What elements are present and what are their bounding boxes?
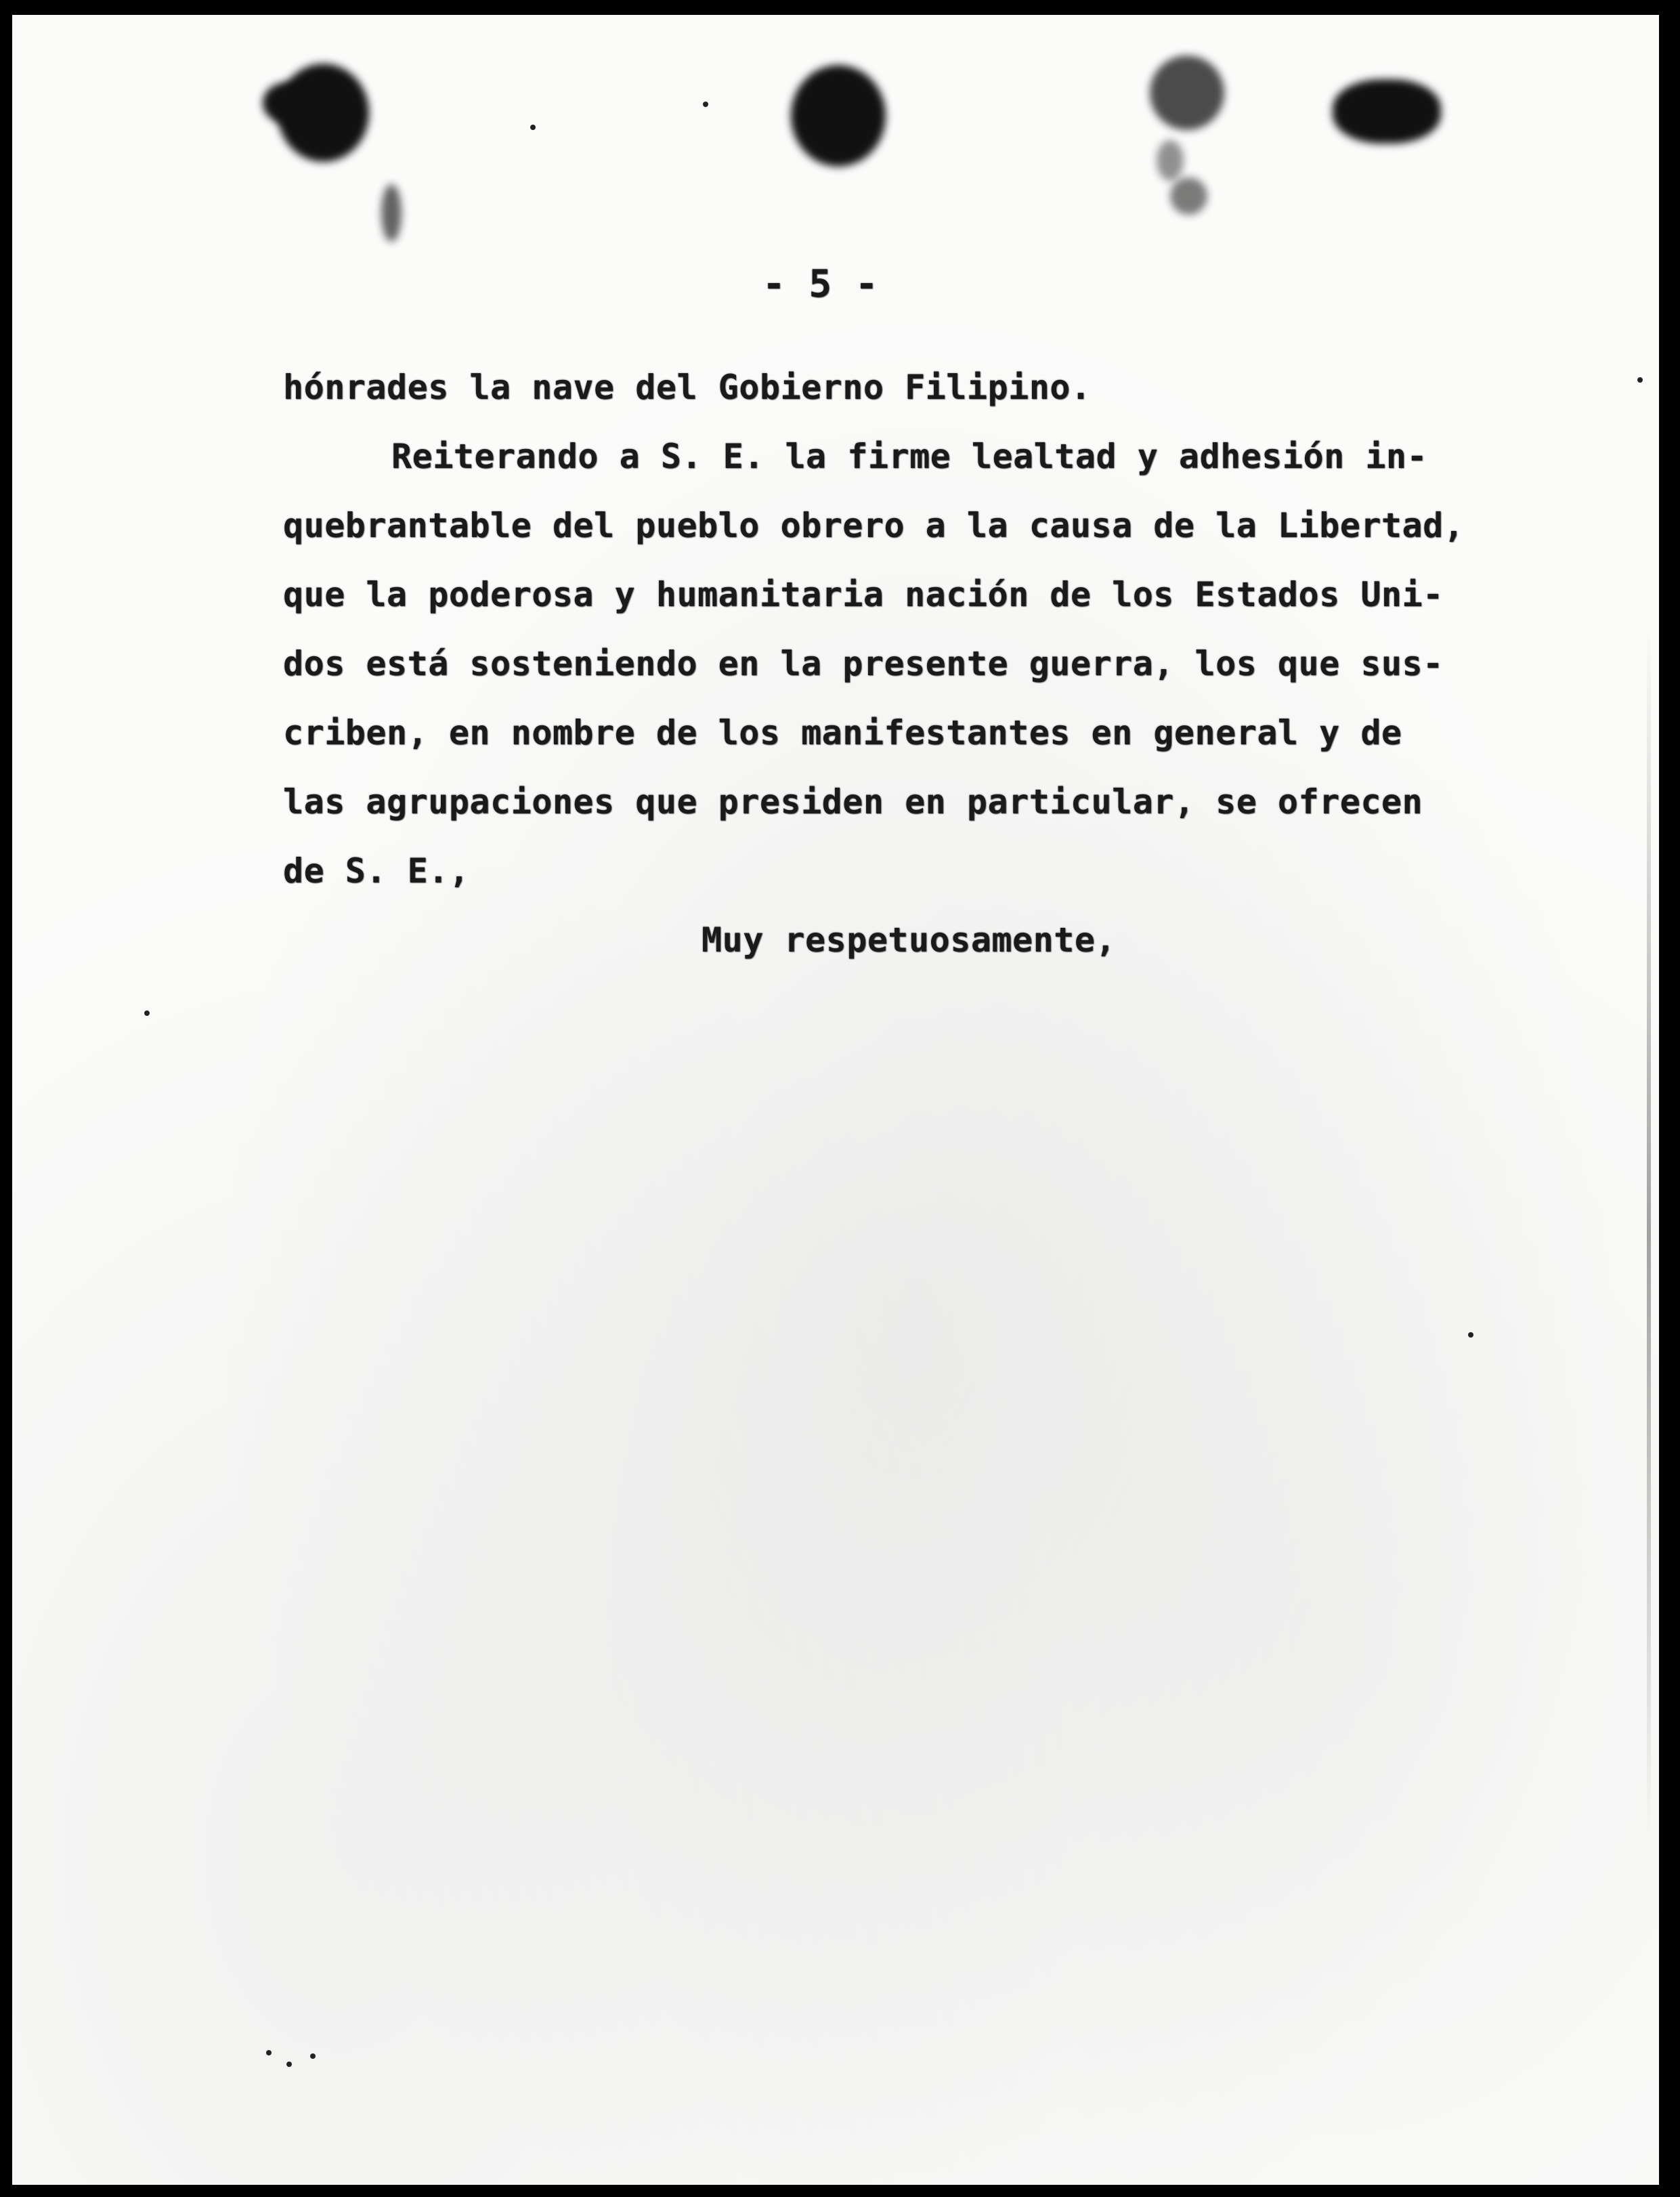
ink-blot [1333, 79, 1441, 144]
ink-speck [286, 2062, 292, 2067]
ink-speck [1637, 377, 1643, 383]
ink-speck [266, 2050, 272, 2055]
ink-speck [310, 2053, 316, 2059]
body-line-5: dos está sosteniendo en la presente guerra, los que sus- [283, 644, 1444, 683]
ink-blot [381, 184, 402, 242]
ink-blot [1157, 140, 1184, 181]
body-line-6: criben, en nombre de los manifestantes en general y de [283, 713, 1402, 752]
ink-blot [1170, 177, 1207, 215]
ink-speck [703, 102, 708, 107]
document-page [12, 15, 1659, 2185]
ink-speck [144, 1010, 150, 1016]
ink-speck [1468, 1332, 1473, 1338]
body-line-3: quebrantable del pueblo obrero a la causa de la Libertad, [283, 506, 1465, 545]
body-line-1: hónrades la nave del Gobierno Filipino. [283, 368, 1092, 407]
body-line-2: Reiterando a S. E. la firme lealtad y adhesión in- [391, 437, 1428, 476]
body-line-4: que la poderosa y humanitaria nación de los Estados Uni- [283, 575, 1444, 614]
closing-salutation: Muy respetuosamente, [702, 920, 1117, 960]
page-number: - 5 - [762, 262, 879, 306]
body-line-7: las agrupaciones que presiden en particular, se ofrecen [283, 782, 1423, 822]
ink-blot [263, 83, 310, 123]
body-line-8: de S. E., [283, 851, 470, 891]
ink-blot [791, 65, 886, 167]
ink-blot [1150, 56, 1224, 130]
ink-speck [530, 125, 536, 130]
scan-edge-shadow [1647, 624, 1651, 1843]
bleed-through-shadow [127, 1193, 1549, 1288]
